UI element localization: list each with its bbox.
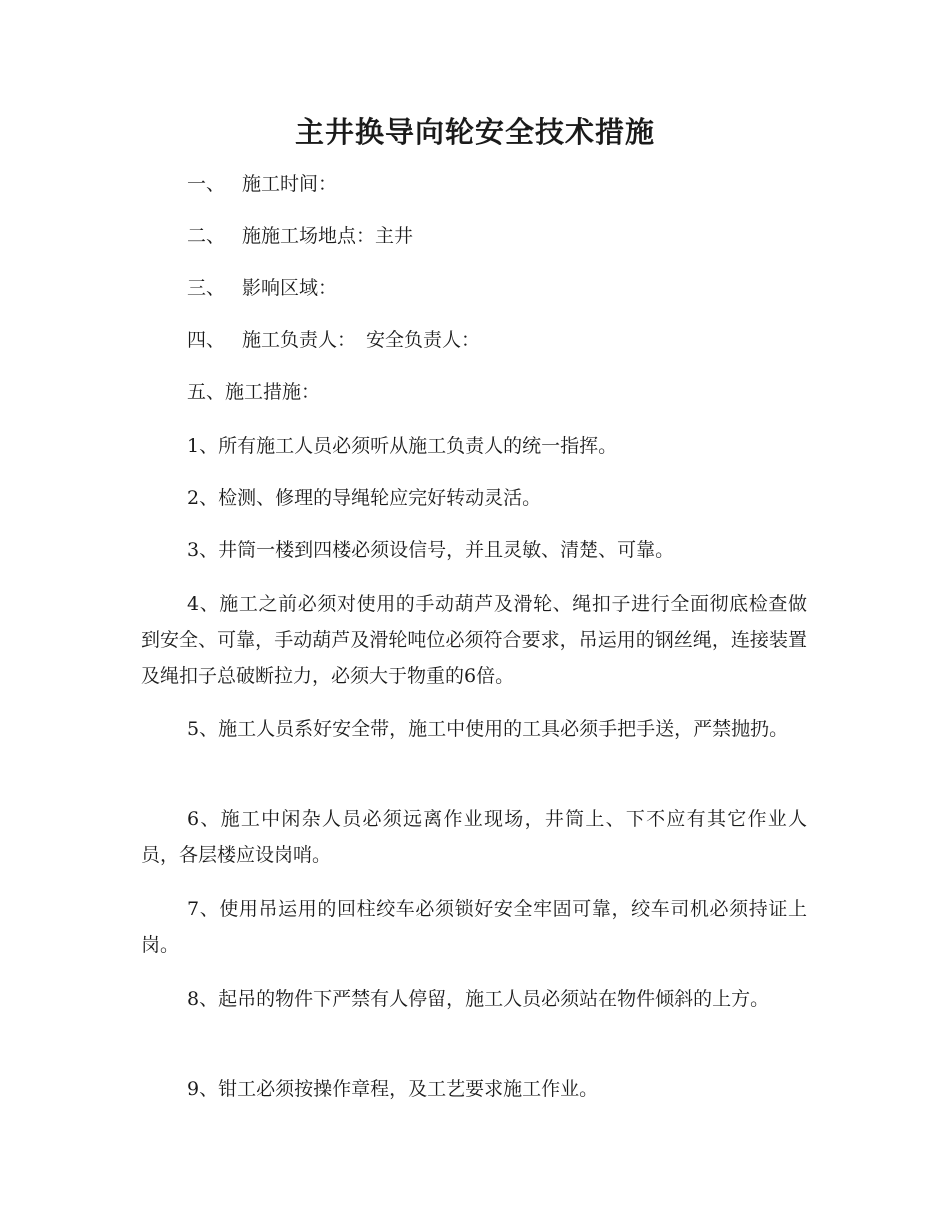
measure-item: 4、施工之前必须对使用的手动葫芦及滑轮、绳扣子进行全面彻底检查做到安全、可靠，手动葫芦及滑轮吨位必须符合要求，吊运用的钢丝绳，连接装置及绳扣子总破断拉力，必须大于物重的6倍。 [141,593,807,687]
measure-item: 8、起吊的物件下严禁有人停留，施工人员必须站在物件倾斜的上方。 [187,988,770,1010]
section-time [187,170,337,198]
measure-item: 2、检测、修理的导绳轮应完好转动灵活。 [187,487,542,509]
section-number: 三、 [187,277,226,299]
measures-heading: 五、施工措施： [187,381,321,403]
section-number: 一、 [187,173,226,195]
section-extra-label: 安全负责人： [366,329,481,351]
section-label: 施施工场地点：主井 [242,225,414,247]
section-label: 施工负责人： [242,329,357,351]
page-title: 主井换导向轮安全技术措施 [294,115,655,149]
measure-item: 6、施工中闲杂人员必须远离作业现场，井筒上、下不应有其它作业人员，各层楼应设岗哨。 [141,808,807,866]
section-label: 施工时间： [242,173,338,195]
measure-item: 5、施工人员系好安全带，施工中使用的工具必须手把手送，严禁抛扔。 [187,718,789,740]
measure-item: 7、使用吊运用的回柱绞车必须锁好安全牢固可靠，绞车司机必须持证上岗。 [141,898,807,956]
section-label: 影响区域： [242,277,338,299]
section-number: 四、 [187,329,226,351]
section-impact-area [187,274,337,302]
section-number: 二、 [187,225,226,247]
measure-item: 9、钳工必须按操作章程，及工艺要求施工作业。 [187,1078,599,1100]
section-responsible [187,326,480,354]
measure-item: 1、所有施工人员必须听从施工负责人的统一指挥。 [187,435,618,457]
section-location [187,222,413,250]
measure-item: 3、井筒一楼到四楼必须设信号，并且灵敏、清楚、可靠。 [187,539,675,561]
